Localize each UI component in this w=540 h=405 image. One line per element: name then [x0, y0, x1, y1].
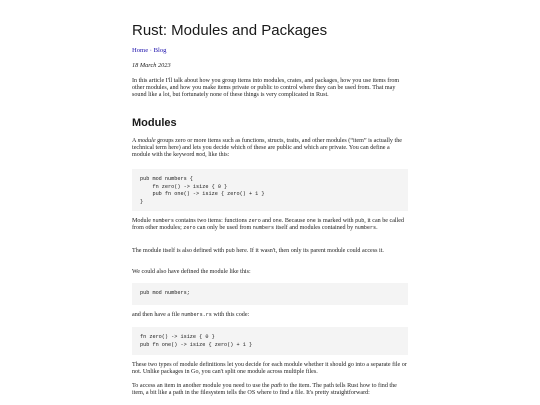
module-pub-paragraph: The module itself is also defined with pub here. If it wasn't, then only its parent module could access it. — [132, 248, 384, 254]
code-block-mod-declaration: pub mod numbers; — [132, 283, 408, 305]
breadcrumb-separator: · — [149, 47, 152, 54]
file-paragraph: and then have a file numbers.rs with this code: — [132, 312, 250, 318]
module-files-paragraph: These two types of module definitions let you decide for each module whether it should go into a separate file or not. Unlike packages in Go, you can't split one module across multiple files. — [132, 362, 407, 376]
code-block-module: pub mod numbers { fn zero() -> isize { 0 } pub fn one() -> isize { zero() + 1 } } — [132, 169, 408, 211]
intro-paragraph: In this article I'll talk about how you group items into modules, crates, and packages, how you use items from other modules, and how you make items private or public to control where they can be used from. That may sound like a lot, but fortunately none of these things is very complicated in Rust. — [132, 78, 400, 99]
blog-link[interactable]: Blog — [153, 47, 167, 54]
module-definition-paragraph: A module groups zero or more items such as functions, structs, traits, and other modules (“item” is actually the technical term here) and lets you decide which of these are public and which are private. You can define a module with the keyword mod, like this: — [132, 138, 402, 159]
page-title: Rust: Modules and Packages — [132, 22, 328, 39]
module-items-paragraph: Module numbers contains two items: functions zero and one. Because one is marked with pub, it can be called from other modules; zero can only be used from numbers itself and modules contained by numbers. — [132, 218, 405, 232]
breadcrumb — [132, 47, 166, 55]
path-paragraph: To access an item in another module you need to use the path to the item. The path tells Rust how to find the item, a bit like a path in the filesystem tells the OS where to find a file. It's pretty straightforward: — [132, 383, 397, 397]
code-block-file: fn zero() -> isize { 0 } pub fn one() -> isize { zero() + 1 } — [132, 327, 408, 355]
alternative-definition-paragraph: We could also have defined the module like this: — [132, 269, 251, 275]
home-link[interactable]: Home — [132, 47, 149, 54]
section-heading: Modules — [132, 117, 177, 129]
publish-date: 18 March 2023 — [132, 62, 171, 69]
